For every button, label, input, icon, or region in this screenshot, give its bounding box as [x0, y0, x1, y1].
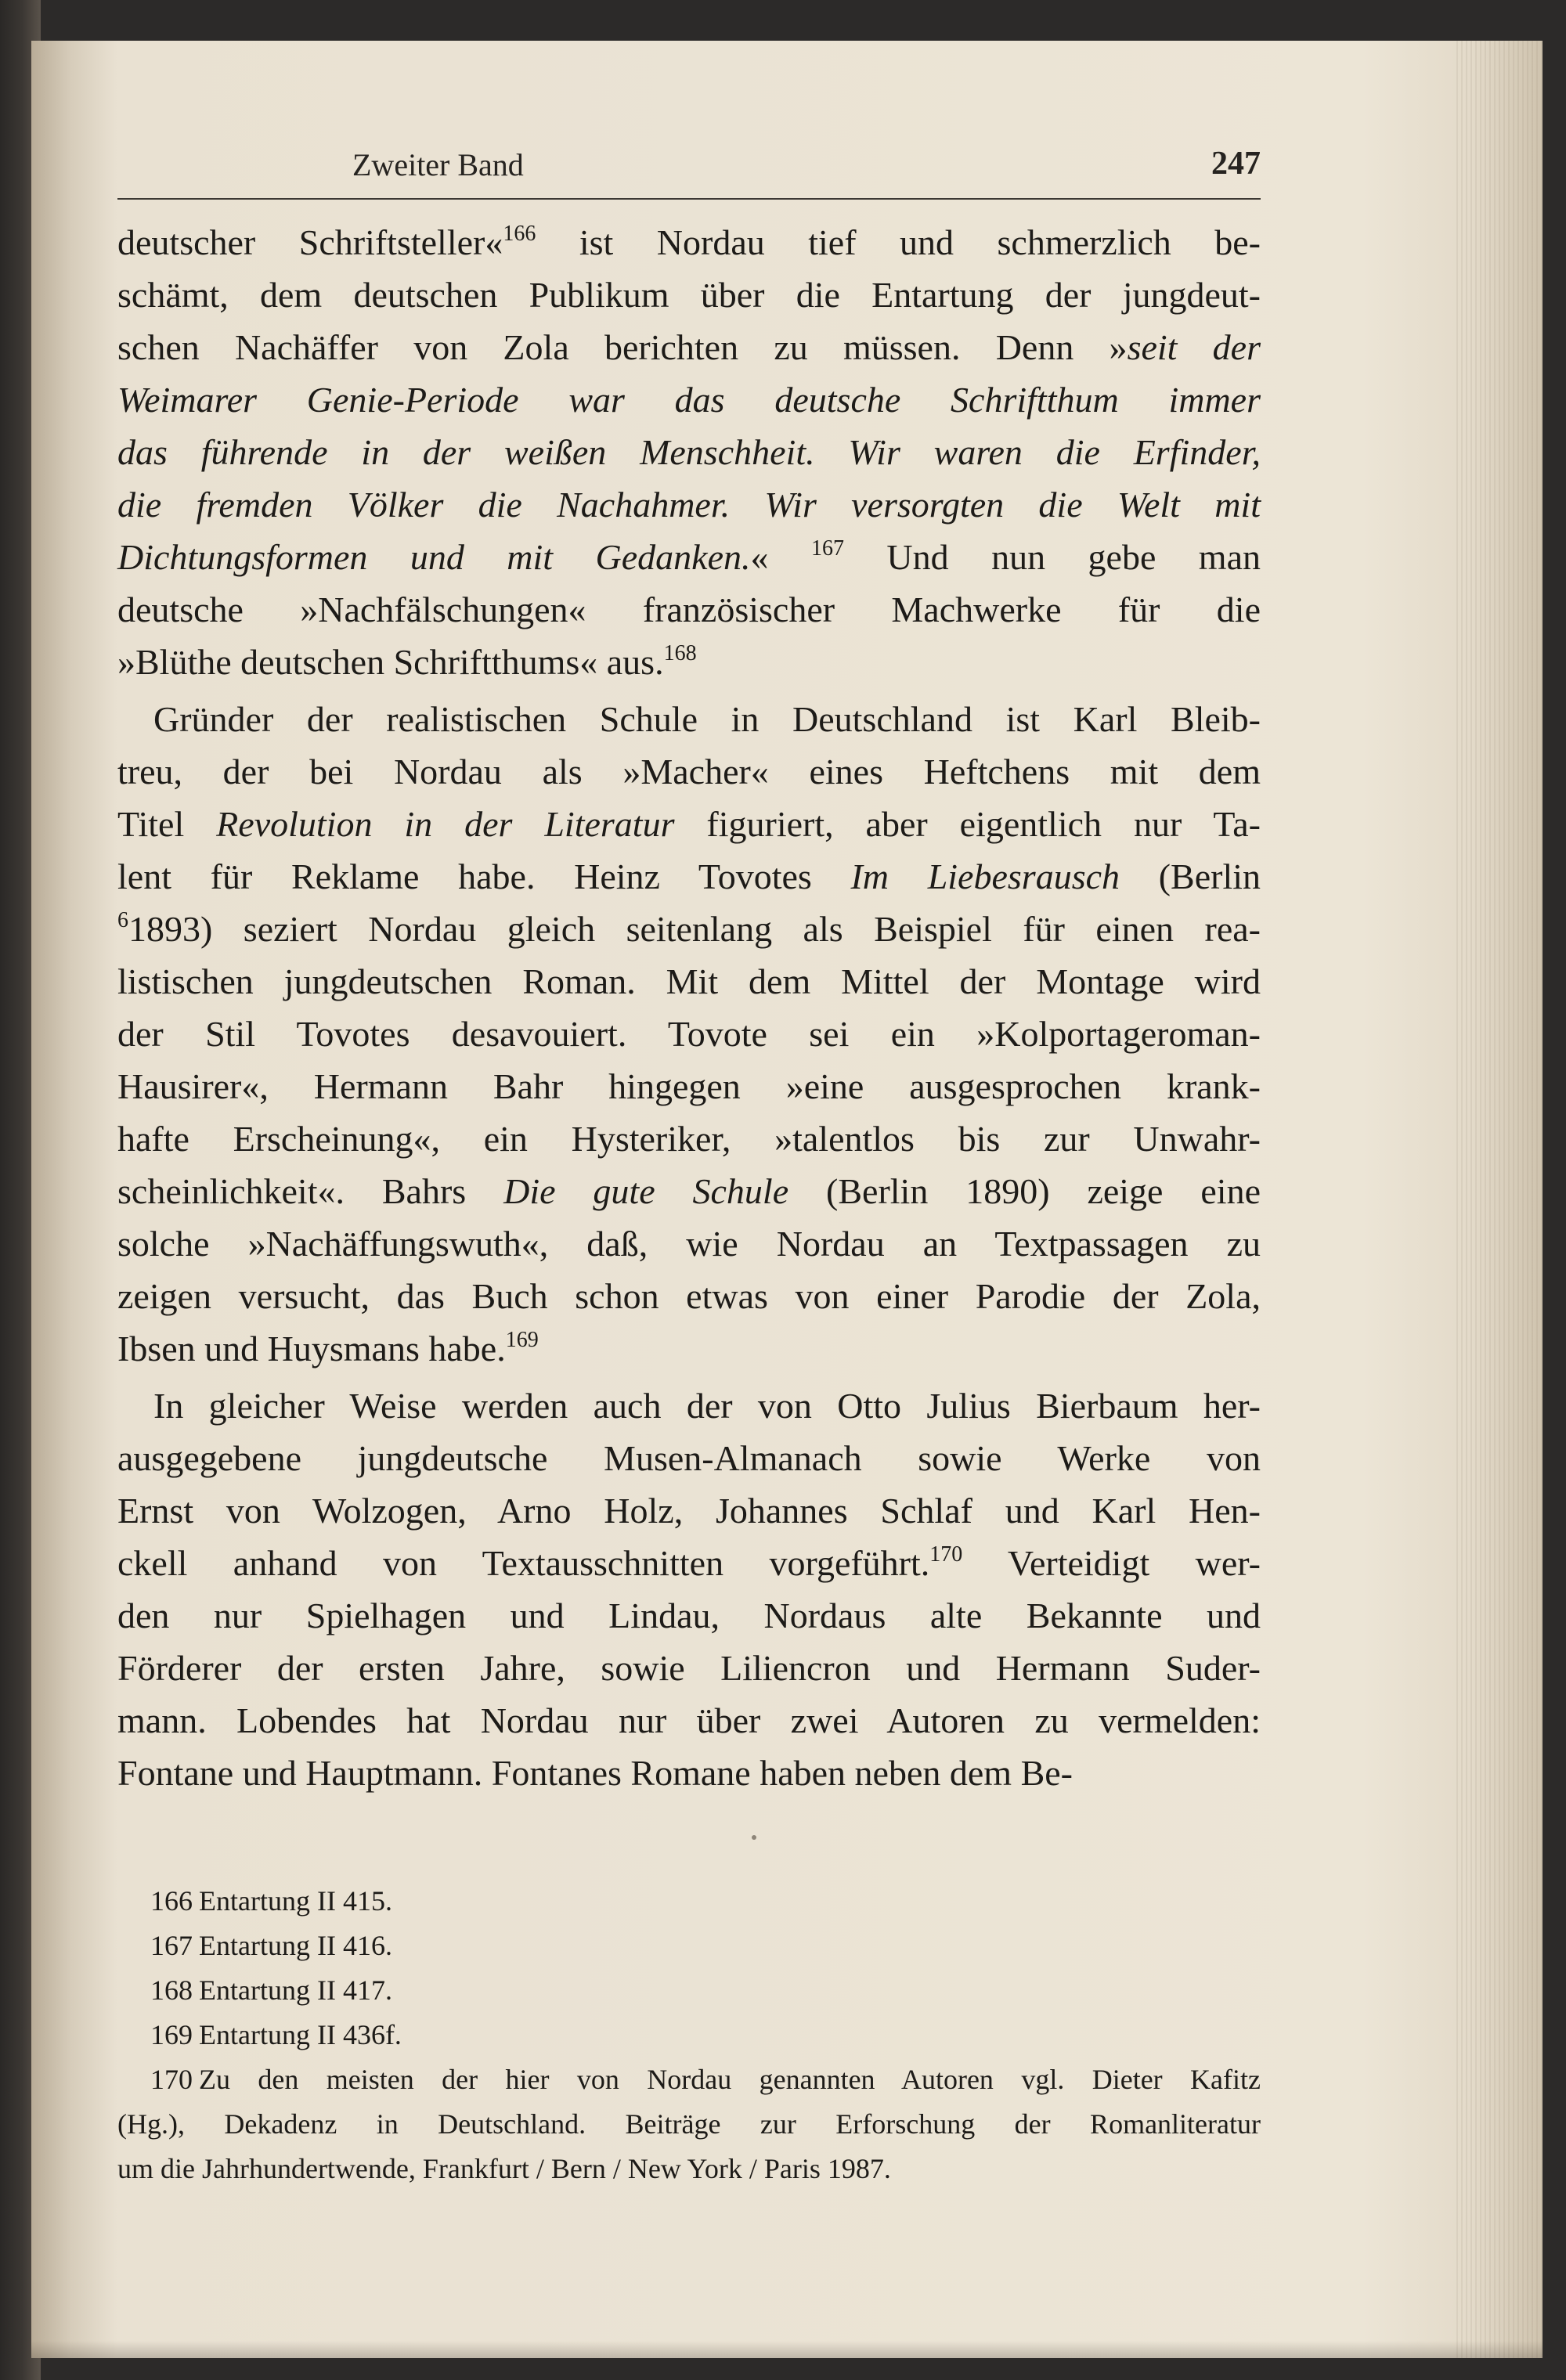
text-line: Fontane und Hauptmann. Fontanes Romane haben neben dem Be- — [117, 1753, 1073, 1793]
italic-text: Revolution in der Literatur — [216, 804, 675, 844]
footnote-ref: 170 — [929, 1542, 963, 1567]
italic-text: seit der — [1127, 327, 1261, 367]
footnote-text: Zu den meisten der hier von Nordau genannten Autoren vgl. Dieter Kafitz — [199, 2064, 1261, 2095]
text-line: mann. Lobendes hat Nordau nur über zwei Autoren zu vermelden: — [117, 1700, 1261, 1740]
body-text — [117, 216, 1261, 1799]
footnote-ref: 166 — [503, 221, 536, 246]
footnote-line — [117, 2057, 1261, 2102]
text-line: scheinlichkeit«. Bahrs Die gute Schule (Berlin 1890) zeige eine — [117, 1171, 1261, 1211]
italic-text: Im Liebesrausch — [850, 856, 1120, 896]
page-bottom-shadow — [31, 2341, 1543, 2358]
text-line: Dichtungsformen und mit Gedanken.« $^{167}$ Und nun gebe man — [117, 536, 1261, 577]
text-line — [117, 426, 1261, 478]
footnote-text: Entartung II 415. — [199, 1885, 392, 1917]
footnote-line — [117, 2013, 1261, 2057]
italic-text: die fremden Völker die Nachahmer. Wir versorgten die Welt mit — [117, 485, 1261, 525]
text-line: treu, der bei Nordau als »Macher« eines Heftchens mit dem — [117, 752, 1261, 792]
text-line: den nur Spielhagen und Lindau, Nordaus alte Bekannte und — [117, 1596, 1261, 1635]
footnote-line — [117, 1879, 1261, 1924]
running-head — [117, 143, 1261, 200]
text-line: lent für Reklame habe. Heinz Tovotes Im Liebesrausch (Berlin — [117, 856, 1261, 896]
text-line: der Stil Tovotes desavouiert. Tovote sei ein »Kolportageroman- — [117, 1014, 1261, 1054]
page-speck — [752, 1835, 756, 1840]
footnotes — [117, 1879, 1261, 2191]
footnote-line: um die Jahrhundertwende, Frankfurt / Bern / New York / Paris 1987. — [117, 2153, 891, 2184]
text-line: deutsche »Nachfälschungen« französischer Machwerke für die — [117, 590, 1261, 629]
text-line: $^6$1893) seziert Nordau gleich seitenlang als Beispiel für einen rea- — [117, 907, 1261, 949]
footnote-number: 169 — [150, 2019, 193, 2050]
text-line: schen Nachäffer von Zola berichten zu müssen. Denn »seit der — [117, 327, 1261, 367]
footnote-number: 168 — [150, 1974, 193, 2006]
footnote-number: 166 — [150, 1885, 193, 1917]
footnote-number: 170 — [150, 2064, 193, 2095]
text-line: ausgegebene jungdeutsche Musen-Almanach sowie Werke von — [117, 1438, 1261, 1478]
footnote-line — [117, 1924, 1261, 1968]
running-head-title: Zweiter Band — [352, 147, 524, 182]
footnote-line — [117, 1968, 1261, 2013]
italic-text: Weimarer Genie-Periode war das deutsche Schriftthum immer — [117, 380, 1261, 420]
italic-text: Die gute Schule — [503, 1171, 789, 1211]
text-line: zeigen versucht, das Buch schon etwas von einer Parodie der Zola, — [117, 1276, 1261, 1316]
text-line — [117, 478, 1261, 531]
text-line: Hausirer«, Hermann Bahr hingegen »eine ausgesprochen krank- — [117, 1066, 1261, 1106]
page-number: 247 — [1211, 146, 1261, 182]
footnote-number: 167 — [150, 1930, 193, 1961]
footnote-ref: 167 — [810, 536, 844, 561]
text-line: hafte Erscheinung«, ein Hysteriker, »talentlos bis zur Unwahr- — [117, 1119, 1261, 1159]
text-line: listischen jungdeutschen Roman. Mit dem Mittel der Montage wird — [117, 961, 1261, 1001]
text-line: schämt, dem deutschen Publikum über die Entartung der jungdeut- — [117, 275, 1261, 315]
page-edge-stack — [1456, 41, 1543, 2358]
text-line — [117, 373, 1261, 426]
italic-text: das führende in der weißen Menschheit. Wir waren die Erfinder, — [117, 432, 1261, 472]
text-line: ckell anhand von Textausschnitten vorgeführt.$^{170}$ Verteidigt wer- — [117, 1542, 1261, 1583]
text-line: Ernst von Wolzogen, Arno Holz, Johannes Schlaf und Karl Hen- — [117, 1491, 1261, 1531]
text-line: Gründer der realistischen Schule in Deutschland ist Karl Bleib- — [153, 699, 1261, 739]
footnote-ref: 169 — [505, 1327, 539, 1352]
text-line: deutscher Schriftsteller«$^{166}$ ist Nordau tief und schmerzlich be- — [117, 221, 1261, 262]
text-line: solche »Nachäffungswuth«, daß, wie Nordau an Textpassagen zu — [117, 1224, 1261, 1264]
footnote-ref: 6 — [117, 907, 128, 932]
footnote-text: Entartung II 436f. — [199, 2019, 402, 2050]
text-line: Förderer der ersten Jahre, sowie Liliencron und Hermann Suder- — [117, 1648, 1261, 1688]
text-line: Ibsen und Huysmans habe.$^{169}$ — [117, 1327, 539, 1368]
footnote-text: Entartung II 416. — [199, 1930, 392, 1961]
text-line: »Blüthe deutschen Schriftthums« aus.$^{168}$ — [117, 640, 697, 682]
text-line: In gleicher Weise werden auch der von Otto Julius Bierbaum her- — [153, 1386, 1261, 1426]
footnote-ref: 168 — [663, 640, 697, 665]
text-line: Titel Revolution in der Literatur figuriert, aber eigentlich nur Ta- — [117, 804, 1261, 844]
footnote-line: (Hg.), Dekadenz in Deutschland. Beiträge zur Erforschung der Romanliteratur — [117, 2108, 1261, 2140]
footnote-text: Entartung II 417. — [199, 1974, 392, 2006]
italic-text: Dichtungsformen und mit Gedanken. — [117, 537, 751, 577]
